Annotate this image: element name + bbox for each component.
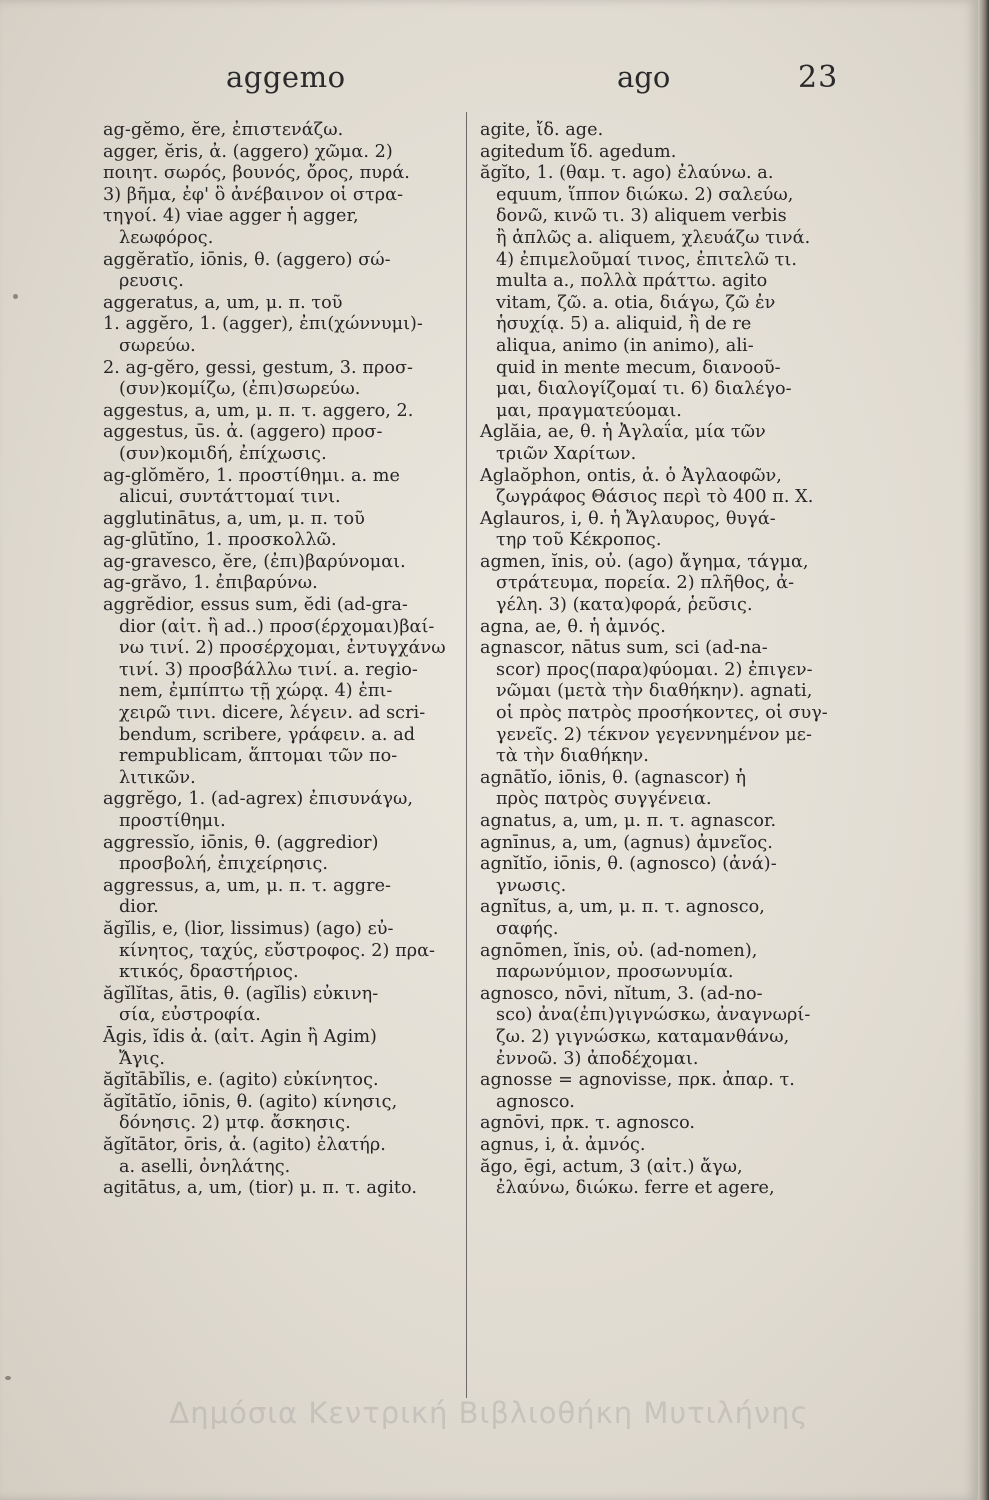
- entry-line: Aglăia, ae, θ. ἡ Ἀγλαΐα, μία τῶν: [480, 422, 766, 443]
- entry-line: ag-gravesco, ĕre, (ἐπι)βαρύνομαι.: [103, 551, 406, 572]
- entry-line: οἱ πρὸς πατρὸς προσήκοντες, οἱ συγ-: [496, 703, 828, 724]
- entry-line: 1. aggĕro, 1. (agger), ἐπι(χώννυμι)-: [103, 314, 423, 335]
- entry-line: ἐλαύνω, διώκω. ferre et agere,: [496, 1178, 775, 1199]
- page-number: 23: [798, 60, 839, 95]
- entry-line: Aglaŏphon, ontis, ἀ. ὁ Ἀγλαοφῶν,: [480, 465, 782, 486]
- entry-line: sco) ἀνα(ἐπι)γιγνώσκω, ἀναγνωρί-: [496, 1005, 811, 1026]
- page-header: [0, 58, 978, 104]
- entry-line: bendum, scribere, γράφειν. a. ad: [119, 724, 416, 745]
- entry-line: agnosco.: [496, 1091, 575, 1112]
- entry-line: ăgĭlis, e, (lior, lissimus) (ago) εὐ-: [103, 918, 394, 939]
- entry-line: λιτικῶν.: [119, 767, 196, 788]
- entry-line: quid in mente mecum, διανοοῦ-: [496, 357, 781, 378]
- entry-line: aggressus, a, um, μ. π. τ. aggre-: [103, 875, 392, 896]
- entry-line: τινί. 3) προσβάλλω τινί. a. regio-: [119, 659, 418, 680]
- entry-line: aggĕratĭo, iōnis, θ. (aggero) σώ-: [103, 249, 391, 270]
- entry-line: vitam, ζῶ. a. otia, διάγω, ζῶ ἐν: [496, 292, 776, 313]
- entry-line: τριῶν Χαρίτων.: [496, 443, 637, 464]
- entry-line: equum, ἵππον διώκω. 2) σαλεύω,: [496, 184, 794, 205]
- entry-line: agnātĭo, iōnis, θ. (agnascor) ἡ: [480, 767, 747, 788]
- entry-line: dior.: [119, 897, 159, 918]
- entry-line: ăgĭlĭtas, ātis, θ. (agĭlis) εὐκινη-: [103, 983, 379, 1004]
- entry-line: προστίθημι.: [119, 811, 226, 831]
- entry-line: agnōvi, πρκ. τ. agnosco.: [480, 1113, 696, 1134]
- entry-line: Aglauros, i, θ. ἡ Ἄγλαυρος, θυγά-: [480, 508, 776, 529]
- entry-line: nem, ἐμπίπτω τῇ χώρᾳ. 4) ἐπι-: [119, 681, 393, 702]
- entry-line: ag-grăvo, 1. ἐπιβαρύνω.: [103, 573, 318, 594]
- entry-line: aliqua, animo (in animo), ali-: [496, 335, 754, 356]
- entry-line: ag-glŏmĕro, 1. προστίθημι. a. me: [103, 465, 400, 486]
- library-watermark: Δημόσια Κεντρική Βιβλιοθήκη Μυτιλήνης: [169, 1396, 809, 1430]
- entry-line: ăgĭtābĭlis, e. (agito) εὐκίνητος.: [103, 1070, 379, 1091]
- entry-line: γενεῖς. 2) τέκνον γεγεννημένον με-: [496, 724, 812, 745]
- entry-line: δόνησις. 2) μτφ. ἄσκησις.: [119, 1113, 351, 1134]
- entry-line: scor) προς(παρα)φύομαι. 2) ἐπιγεν-: [496, 659, 813, 680]
- entry-line: κίνητος, ταχύς, εὔστροφος. 2) πρα-: [119, 940, 436, 961]
- entry-line: agitedum ἴδ. agedum.: [480, 141, 677, 162]
- entry-line: μαι, διαλογίζομαί τι. 6) διαλέγο-: [496, 379, 792, 400]
- entry-line: agnĭtus, a, um, μ. π. τ. agnosco,: [480, 897, 765, 918]
- entry-line: γέλη. 3) (κατα)φορά, ῥεῦσις.: [496, 595, 753, 616]
- left-guide-word: aggemo: [226, 60, 346, 94]
- entry-line: aggeratus, a, um, μ. π. τοῦ: [103, 292, 343, 313]
- entry-line: χειρῶ τινι. dicere, λέγειν. ad scri-: [119, 703, 426, 724]
- entry-line: agnosse = agnovisse, πρκ. ἀπαρ. τ.: [480, 1070, 795, 1091]
- entry-line: 3) βῆμα, ἐφ' ὃ ἀνέβαινον οἱ στρα-: [103, 184, 404, 205]
- entry-line: λεωφόρος.: [119, 227, 214, 248]
- entry-line: dior (αἰτ. ἢ ad..) προσ(έρχομαι)βαί-: [119, 616, 435, 637]
- entry-line: aggrĕgo, 1. (ad-agrex) ἐπισυνάγω,: [103, 789, 414, 810]
- entry-line: σαφής.: [496, 918, 559, 939]
- entry-line: agitātus, a, um, (tior) μ. π. τ. agito.: [103, 1178, 418, 1199]
- entry-line: 2. ag-gĕro, gessi, gestum, 3. προσ-: [103, 357, 414, 378]
- entry-line: ăgĭtātor, ōris, ἀ. (agito) ἐλατήρ.: [103, 1134, 386, 1155]
- column-divider: [466, 112, 467, 1398]
- entry-line: νῶμαι (μετὰ τὴν διαθήκην). agnati,: [496, 681, 813, 702]
- entry-line: aggestus, a, um, μ. π. τ. aggero, 2.: [103, 400, 414, 421]
- entry-line: ποιητ. σωρός, βουνός, ὄρος, πυρά.: [103, 163, 410, 184]
- entry-line: agmen, ĭnis, οὐ. (ago) ἄγημα, τάγμα,: [480, 551, 809, 572]
- right-guide-word: ago: [617, 60, 671, 94]
- entry-line: δονῶ, κινῶ τι. 3) aliquem verbis: [496, 206, 787, 227]
- entry-line: aggressĭo, iōnis, θ. (aggredior): [103, 832, 379, 853]
- entry-line: ăgĭto, 1. (θαμ. τ. ago) ἐλαύνω. a.: [480, 163, 774, 184]
- entry-line: agnōmen, ĭnis, οὐ. (ad-nomen),: [480, 940, 758, 961]
- entry-line: τηγοί. 4) viae agger ἡ agger,: [103, 206, 359, 227]
- entry-line: agna, ae, θ. ἡ ἀμνός.: [480, 616, 666, 637]
- entry-line: agnīnus, a, um, (agnus) ἀμνεῖος.: [480, 832, 773, 853]
- entry-line: rempublicam, ἅπτομαι τῶν πο-: [119, 746, 398, 767]
- entry-line: κτικός, δραστήριος.: [119, 962, 299, 983]
- entry-line: μαι, πραγματεύομαι.: [496, 400, 682, 421]
- entry-line: προσβολή, ἐπιχείρησις.: [119, 854, 329, 875]
- book-spine-edge: [978, 0, 989, 1500]
- entry-line: στράτευμα, πορεία. 2) πλῆθος, ἀ-: [496, 573, 795, 594]
- entry-line: ἢ ἁπλῶς a. aliquem, χλευάζω τινά.: [496, 227, 811, 248]
- entry-line: Ἄγις.: [119, 1048, 166, 1069]
- entry-line: σία, εὐστροφία.: [119, 1005, 261, 1026]
- entry-line: Āgis, ĭdis ἀ. (αἰτ. Agin ἢ Agim): [103, 1026, 377, 1047]
- entry-line: ăgo, ēgi, actum, 3 (αἰτ.) ἄγω,: [480, 1156, 743, 1177]
- right-column: [480, 120, 845, 1200]
- entry-line: multa a., πολλὰ πράττω. agito: [496, 271, 768, 292]
- entry-line: agger, ĕris, ἀ. (aggero) χῶμα. 2): [103, 141, 393, 162]
- entry-line: γνωσις.: [496, 875, 567, 896]
- entry-line: νω τινί. 2) προσέρχομαι, ἐντυγχάνω: [119, 638, 446, 659]
- entry-line: ζωγράφος Θάσιος περὶ τὸ 400 π. Χ.: [496, 487, 814, 508]
- entry-line: ρευσις.: [119, 271, 184, 292]
- entry-line: alicui, συντάττομαί τινι.: [119, 487, 341, 508]
- entry-line: agglutinātus, a, um, μ. π. τοῦ: [103, 508, 365, 529]
- entry-line: τηρ τοῦ Κέκροπος.: [496, 530, 662, 551]
- ink-spot: [5, 1376, 11, 1380]
- entry-line: ăgĭtātĭo, iōnis, θ. (agito) κίνησις,: [103, 1091, 398, 1112]
- entry-line: ag-gĕmo, ĕre, ἐπιστενάζω.: [103, 120, 344, 140]
- entry-line: (συν)κομιδή, ἐπίχωσις.: [119, 443, 327, 464]
- entry-line: παρωνύμιον, προσωνυμία.: [496, 962, 734, 983]
- entry-line: ζω. 2) γιγνώσκω, καταμανθάνω,: [496, 1026, 790, 1047]
- left-column: [103, 120, 463, 1200]
- entry-line: τὰ τὴν διαθήκην.: [496, 746, 649, 767]
- entry-line: agnascor, nātus sum, sci (ad-na-: [480, 638, 768, 659]
- entry-line: 4) ἐπιμελοῦμαί τινος, ἐπιτελῶ τι.: [496, 249, 798, 270]
- entry-line: ἡσυχίᾳ. 5) a. aliquid, ἢ de re: [496, 314, 752, 335]
- ink-spot: [13, 294, 18, 299]
- entry-line: (συν)κομίζω, (ἐπι)σωρεύω.: [119, 379, 361, 400]
- entry-line: πρὸς πατρὸς συγγένεια.: [496, 789, 712, 810]
- entry-line: ag-glūtĭno, 1. προσκολλῶ.: [103, 530, 337, 551]
- entry-line: agnus, i, ἀ. ἀμνός.: [480, 1134, 646, 1155]
- entry-line: aggestus, ūs. ἀ. (aggero) προσ-: [103, 422, 383, 443]
- entry-line: agnĭtĭo, iōnis, θ. (agnosco) (ἀνά)-: [480, 854, 777, 875]
- entry-line: agite, ἴδ. age.: [480, 120, 604, 140]
- entry-line: ἐννοῶ. 3) ἀποδέχομαι.: [496, 1048, 699, 1069]
- entry-line: σωρεύω.: [119, 335, 196, 356]
- entry-line: a. aselli, ὀνηλάτης.: [119, 1156, 291, 1177]
- entry-line: aggrĕdior, essus sum, ĕdi (ad-gra-: [103, 595, 408, 616]
- entry-line: agnosco, nōvi, nĭtum, 3. (ad-no-: [480, 983, 763, 1004]
- entry-line: agnatus, a, um, μ. π. τ. agnascor.: [480, 811, 777, 831]
